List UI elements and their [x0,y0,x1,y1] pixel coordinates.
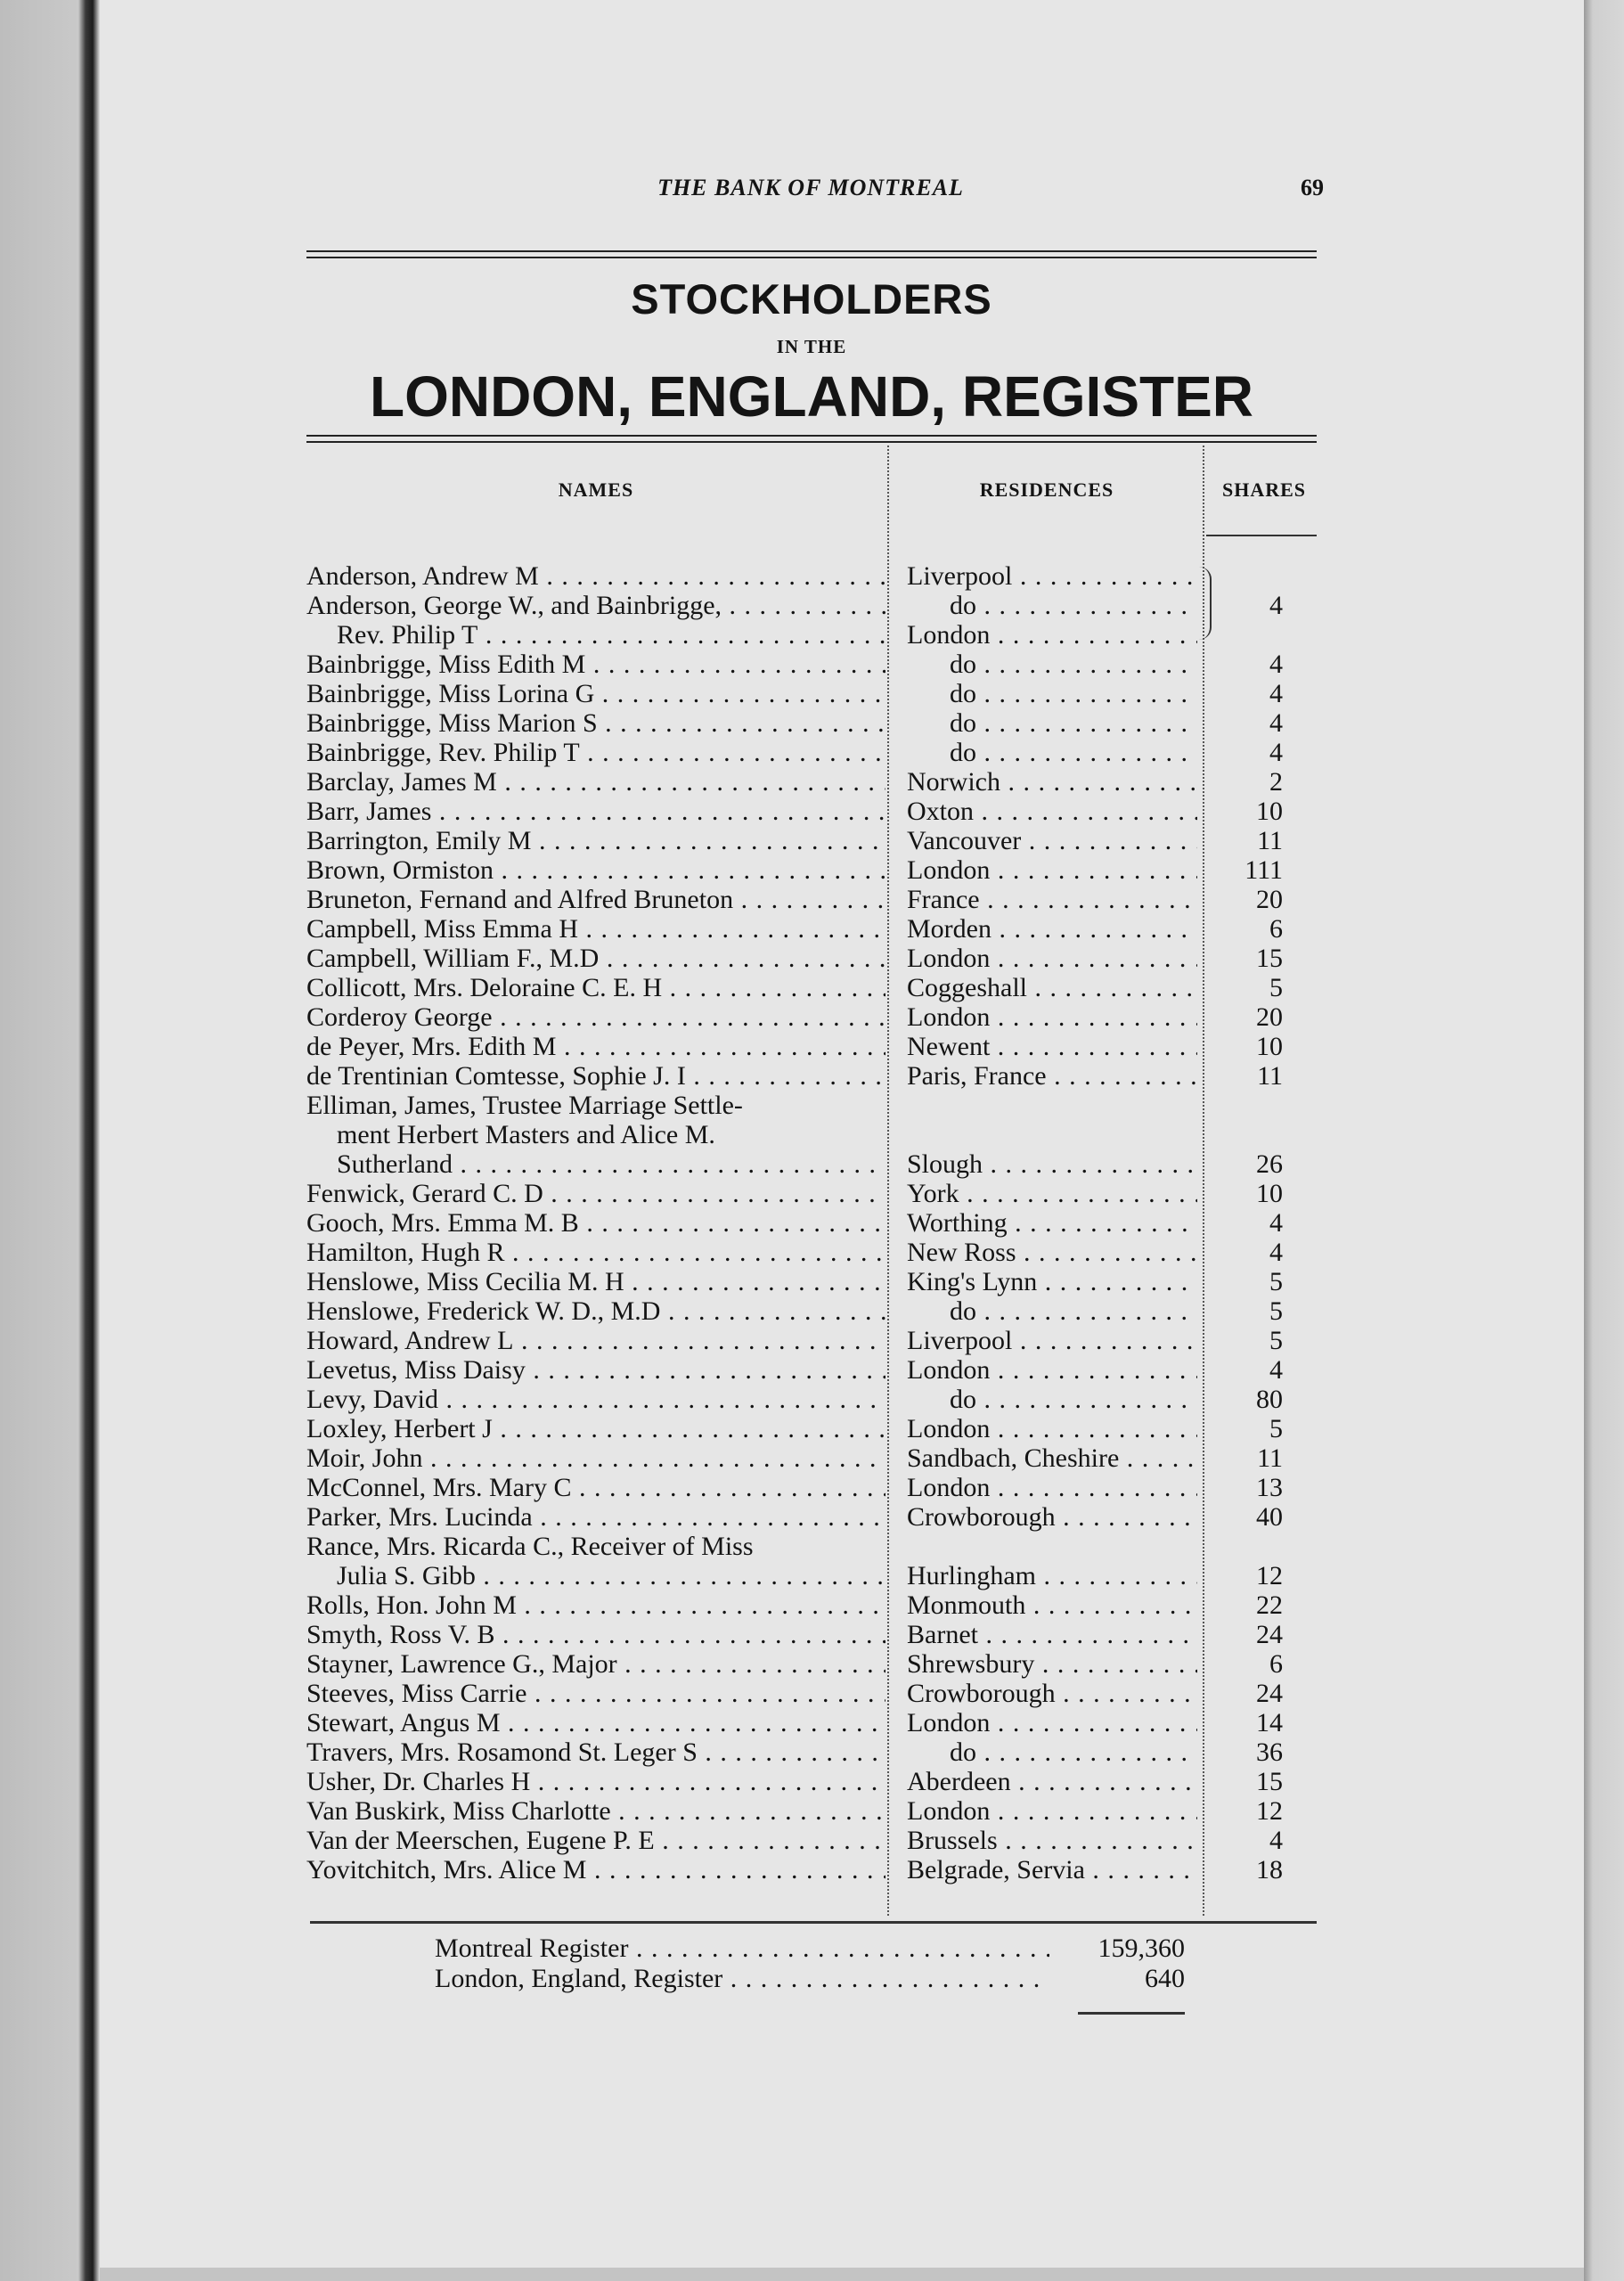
table-row [0,708,1624,738]
stockholder-name: Van Buskirk, Miss Charlotte . . . [306,1796,885,1826]
share-count: 5 [1269,1326,1283,1355]
stockholder-name: Yovitchitch, Mrs. Alice M . . . [306,1855,885,1884]
share-count: 4 [1269,1238,1283,1267]
residence: Hurlingham . . . [907,1561,1197,1590]
share-count: 4 [1269,1208,1283,1238]
stockholder-name: Barclay, James M . . . [306,767,885,797]
title-stockholders: STOCKHOLDERS [631,275,992,323]
table-row [0,1473,1624,1502]
stockholder-name: ment Herbert Masters and Alice M. [337,1120,715,1149]
table-row [0,1238,1624,1267]
residence: King's Lynn . . . [907,1267,1197,1296]
table-row [0,1502,1624,1532]
table-row [0,885,1624,914]
share-count: 24 [1256,1679,1283,1708]
residence: do . . . [950,679,1197,708]
share-count: 11 [1257,1061,1283,1091]
table-row [0,855,1624,885]
share-count: 36 [1256,1737,1283,1767]
stockholder-name: Travers, Mrs. Rosamond St. Leger S . . . [306,1737,885,1767]
table-row [0,1826,1624,1855]
column-header-shares: SHARES [1221,478,1307,501]
stockholder-name: Bainbrigge, Miss Edith M . . . [306,650,885,679]
table-row [0,1855,1624,1884]
share-count: 11 [1257,826,1283,855]
residence: Crowborough . . . [907,1502,1197,1532]
stockholder-name: Rance, Mrs. Ricarda C., Receiver of Miss [306,1532,754,1561]
share-count: 4 [1269,738,1283,767]
residence: Slough . . . [907,1149,1197,1179]
share-count: 5 [1269,1296,1283,1326]
table-row [0,1796,1624,1826]
stockholder-name: Anderson, Andrew M . . . [306,561,885,591]
stockholder-name: Rev. Philip T . . . [337,620,885,650]
share-count: 2 [1269,767,1283,797]
stockholder-name: Rolls, Hon. John M . . . [306,1590,885,1620]
summary-label-london: London, England, Register . . . [435,1964,1049,1994]
share-count: 14 [1256,1708,1283,1737]
table-row [0,1737,1624,1767]
share-count: 6 [1269,1649,1283,1679]
share-count: 5 [1269,1414,1283,1443]
table-row [0,1208,1624,1238]
residence: Crowborough . . . [907,1679,1197,1708]
stockholder-name: Levy, David . . . [306,1385,885,1414]
share-count: 12 [1256,1561,1283,1590]
header-double-rule [306,250,1317,258]
table-row [0,1179,1624,1208]
stockholder-name: Corderoy George . . . [306,1002,885,1032]
residence: Belgrade, Servia . . . [907,1855,1197,1884]
residence: do . . . [950,738,1197,767]
share-count: 6 [1269,914,1283,944]
residence: do . . . [950,1385,1197,1414]
stockholder-name: Gooch, Mrs. Emma M. B . . . [306,1208,885,1238]
table-row [0,944,1624,973]
shares-header-rule [1206,535,1317,536]
table-row [0,738,1624,767]
table-row [0,1091,1624,1120]
table-row [0,826,1624,855]
stockholder-name: Collicott, Mrs. Deloraine C. E. H . . . [306,973,885,1002]
residence: Liverpool . . . [907,1326,1197,1355]
table-row [0,1708,1624,1737]
residence: London . . . [907,1708,1197,1737]
table-row [0,1267,1624,1296]
stockholder-name: Brown, Ormiston . . . [306,855,885,885]
stockholders-table [0,561,1624,1884]
table-row [0,973,1624,1002]
residence: Norwich . . . [907,767,1197,797]
table-row [0,1326,1624,1355]
table-row [0,1620,1624,1649]
share-count: 10 [1256,797,1283,826]
stockholder-name: Stewart, Angus M . . . [306,1708,885,1737]
stockholder-name: Barrington, Emily M . . . [306,826,885,855]
residence: London . . . [907,1355,1197,1385]
table-row [0,1149,1624,1179]
stockholder-name: Fenwick, Gerard C. D . . . [306,1179,885,1208]
share-count: 10 [1256,1032,1283,1061]
stockholder-name: Barr, James . . . [306,797,885,826]
share-count: 20 [1256,1002,1283,1032]
share-count: 24 [1256,1620,1283,1649]
residence: Liverpool . . . [907,561,1197,591]
residence: Newent . . . [907,1032,1197,1061]
page-bottom-edge [100,2268,1584,2281]
residence: Monmouth . . . [907,1590,1197,1620]
share-count: 4 [1269,1826,1283,1855]
residence: do . . . [950,1296,1197,1326]
summary-value-london: 640 [1145,1964,1185,1993]
table-row [0,561,1624,591]
share-count: 10 [1256,1179,1283,1208]
share-count: 4 [1269,591,1283,620]
residence: Aberdeen . . . [907,1767,1197,1796]
residence: France . . . [907,885,1197,914]
residence: Vancouver . . . [907,826,1197,855]
residence: do . . . [950,591,1197,620]
table-row [0,620,1624,650]
stockholder-name: Henslowe, Miss Cecilia M. H . . . [306,1267,885,1296]
share-count: 80 [1256,1385,1283,1414]
summary-value-montreal: 159,360 [1098,1934,1185,1963]
share-count: 4 [1269,708,1283,738]
stockholder-name: Campbell, Miss Emma H . . . [306,914,885,944]
page-number: 69 [1301,175,1324,200]
stockholder-name: Levetus, Miss Daisy . . . [306,1355,885,1385]
share-count: 18 [1256,1855,1283,1884]
share-count: 26 [1256,1149,1283,1179]
table-row [0,1590,1624,1620]
share-count: 22 [1256,1590,1283,1620]
summary-bottom-rule [1078,2012,1185,2015]
residence: London . . . [907,1796,1197,1826]
stockholder-name: Bainbrigge, Rev. Philip T . . . [306,738,885,767]
stockholder-name: Smyth, Ross V. B . . . [306,1620,885,1649]
title-double-rule [306,435,1317,443]
table-row [0,1679,1624,1708]
residence: Sandbach, Cheshire . . . [907,1443,1197,1473]
residence: London . . . [907,944,1197,973]
table-row [0,1649,1624,1679]
residence: Morden . . . [907,914,1197,944]
share-count: 11 [1257,1443,1283,1473]
share-count: 4 [1269,679,1283,708]
residence: London . . . [907,1414,1197,1443]
column-header-names: NAMES [558,478,634,501]
summary-top-rule [310,1921,1317,1924]
summary-label-montreal: Montreal Register . . . [435,1934,1049,1964]
stockholder-name: Hamilton, Hugh R . . . [306,1238,885,1267]
table-row [0,1296,1624,1326]
stockholder-name: Howard, Andrew L . . . [306,1326,885,1355]
table-row [0,1032,1624,1061]
share-count: 20 [1256,885,1283,914]
table-row [0,1561,1624,1590]
stockholder-name: Elliman, James, Trustee Marriage Settle- [306,1091,743,1120]
residence: Barnet . . . [907,1620,1197,1649]
share-count: 13 [1256,1473,1283,1502]
stockholder-name: Campbell, William F., M.D . . . [306,944,885,973]
residence: Paris, France . . . [907,1061,1197,1091]
running-title: THE BANK OF MONTREAL [657,175,964,200]
stockholder-name: Stayner, Lawrence G., Major . . . [306,1649,885,1679]
residence: Brussels . . . [907,1826,1197,1855]
stockholder-name: Usher, Dr. Charles H . . . [306,1767,885,1796]
stockholder-name: Moir, John . . . [306,1443,885,1473]
table-row [0,1355,1624,1385]
table-row [0,1002,1624,1032]
table-row [0,679,1624,708]
stockholder-name: McConnel, Mrs. Mary C . . . [306,1473,885,1502]
stockholder-name: Henslowe, Frederick W. D., M.D . . . [306,1296,885,1326]
share-count: 15 [1256,1767,1283,1796]
stockholder-name: de Peyer, Mrs. Edith M . . . [306,1032,885,1061]
table-row [0,1061,1624,1091]
share-count: 4 [1269,1355,1283,1385]
residence: do . . . [950,1737,1197,1767]
residence: do . . . [950,650,1197,679]
stockholder-name: de Trentinian Comtesse, Sophie J. I . . . [306,1061,885,1091]
table-row [0,797,1624,826]
residence: Coggeshall . . . [907,973,1197,1002]
table-row [0,650,1624,679]
residence: London . . . [907,855,1197,885]
share-count: 5 [1269,973,1283,1002]
residence: Worthing . . . [907,1208,1197,1238]
share-count: 12 [1256,1796,1283,1826]
stockholder-name: Bruneton, Fernand and Alfred Bruneton . . . [306,885,885,914]
stockholder-name: Julia S. Gibb . . . [337,1561,885,1590]
residence: New Ross . . . [907,1238,1197,1267]
residence: Shrewsbury . . . [907,1649,1197,1679]
title-in-the: IN THE [776,336,847,357]
stockholder-name: Parker, Mrs. Lucinda . . . [306,1502,885,1532]
table-row [0,1414,1624,1443]
stockholder-name: Sutherland . . . [337,1149,885,1179]
residence: do . . . [950,708,1197,738]
table-row [0,1443,1624,1473]
table-row [0,1120,1624,1149]
stockholder-name: Anderson, George W., and Bainbrigge, . . . [306,591,885,620]
residence: London . . . [907,1002,1197,1032]
table-row [0,1532,1624,1561]
share-count: 15 [1256,944,1283,973]
table-row [0,591,1624,620]
stockholder-name: Van der Meerschen, Eugene P. E . . . [306,1826,885,1855]
table-row [0,914,1624,944]
residence: London . . . [907,1473,1197,1502]
share-count: 5 [1269,1267,1283,1296]
stockholder-name: Bainbrigge, Miss Lorina G . . . [306,679,885,708]
residence: London . . . [907,620,1197,650]
stockholder-name: Steeves, Miss Carrie . . . [306,1679,885,1708]
share-count: 111 [1245,855,1283,885]
table-row [0,1767,1624,1796]
share-count: 4 [1269,650,1283,679]
residence: York . . . [907,1179,1197,1208]
table-row [0,1385,1624,1414]
table-row [0,767,1624,797]
column-header-residences: RESIDENCES [979,478,1114,501]
stockholder-name: Bainbrigge, Miss Marion S . . . [306,708,885,738]
stockholder-name: Loxley, Herbert J . . . [306,1414,885,1443]
share-count: 40 [1256,1502,1283,1532]
residence: Oxton . . . [907,797,1197,826]
title-register: LONDON, ENGLAND, REGISTER [369,364,1254,429]
